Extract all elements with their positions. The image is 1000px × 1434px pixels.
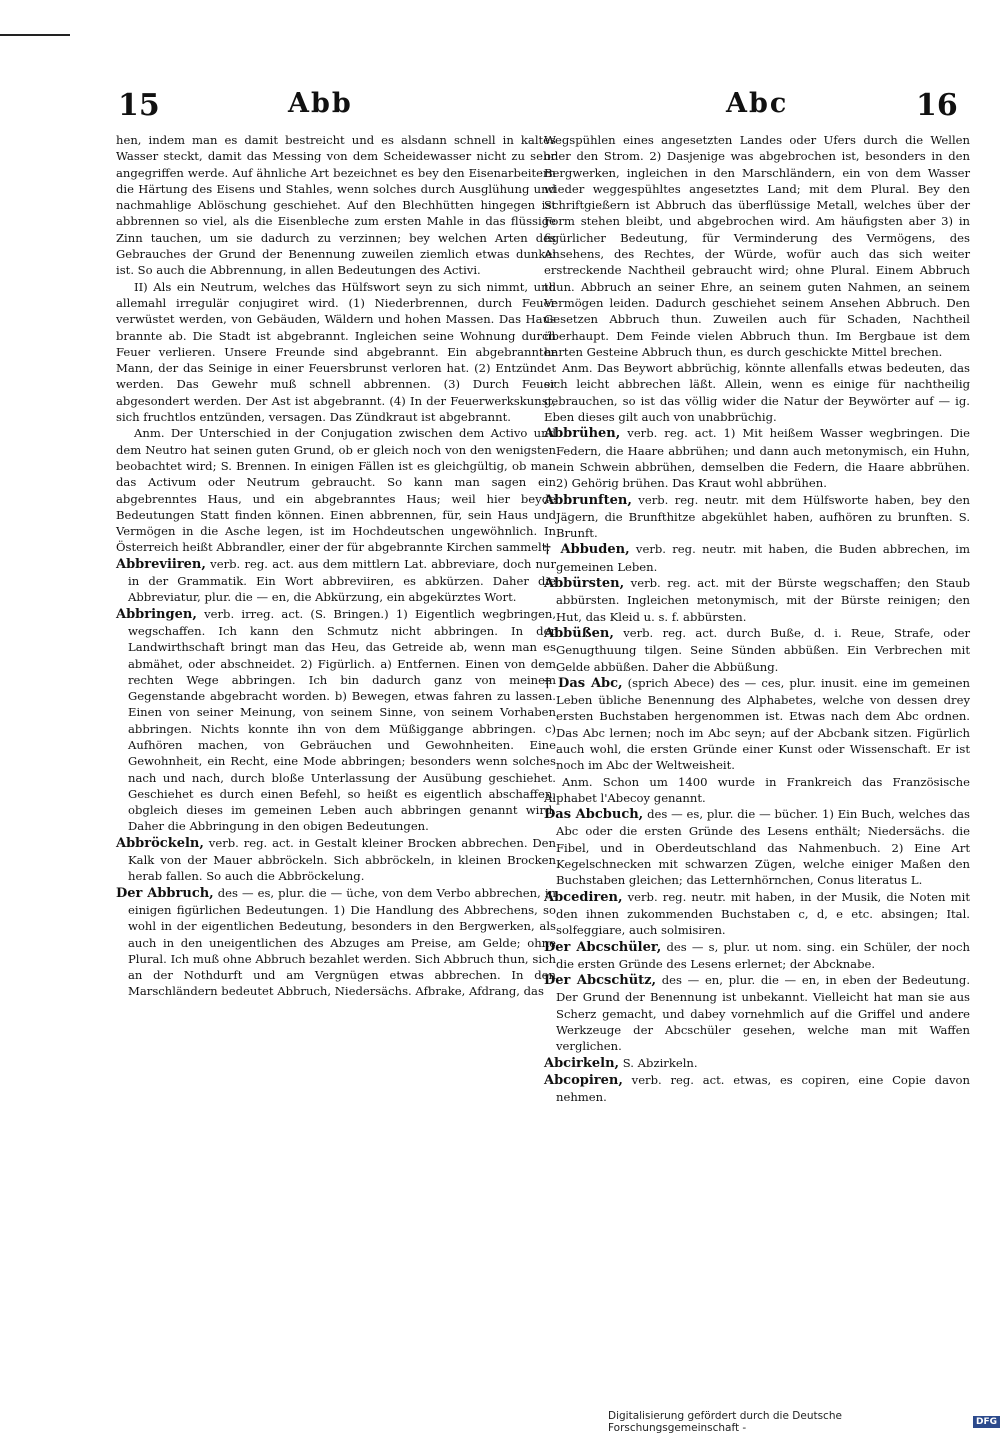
paragraph: hen, indem man es damit bestreicht und es alsdann schnell in kaltes Wasser steckt, damit das Messing von dem Scheidewasser nicht zu sehr angegriffen werde. Auf ähnliche Art bezeichnet es bey den Eisenarbeitern die Härtung des Eisens und Stahles, wenn solches durch Ausglühung und nachmahlige Ablöschung geschiehet. Auf den Blechhütten hingegen ist abbrennen so viel, als die Eisenbleche zum ersten Mahle in das flüssige Zinn tauchen, um sie dadurch zu verzinnen; bey welchen Arten des Gebrauches der Grund der Benennung zuweilen ziemlich etwas dunkel ist. So auch die Abbrennung, in allen Bedeutungen des Activi. <box>116 133 556 278</box>
dictionary-entry <box>544 806 970 888</box>
dictionary-entry <box>116 885 556 1000</box>
entry-lemma: Abbröckeln, <box>116 835 204 851</box>
dictionary-entry <box>544 972 970 1054</box>
entry-text: des — en, plur. die — en, in eben der Bedeutung. Der Grund der Benennung ist unbekannt. Vielleicht hat man sie aus Scherz gemacht, und dabey vornehmlich auf die Griffel und andere Werkzeuge der Abcschüler gesehen, welche man mit Waffen verglichen. <box>556 973 971 1054</box>
entry-text: verb. reg. act. etwas, es copiren, eine Copie davon nehmen. <box>556 1072 970 1105</box>
dictionary-entry <box>116 606 556 835</box>
dictionary-entry <box>544 939 970 973</box>
dictionary-entry <box>544 492 970 542</box>
entry-lemma: Abbüßen, <box>544 625 614 641</box>
entry-lemma: Das Abcbuch, <box>544 807 644 823</box>
entry-lemma: † Das Abc, <box>544 675 623 691</box>
dictionary-entry <box>116 835 556 885</box>
paragraph: Wegspühlen eines angesetzten Landes oder Ufers durch die Wellen oder den Strom. 2) Dasjenige was abgebrochen ist, besonders in den Bergwerken, ingleichen in den Marschländern, ein von dem Wasser wieder weggespühltes angesetztes Land; mit dem Plural. Bey den Schriftgießern ist Abbruch das überflüssige Metall, welches über der Form stehen bleibt, und abgebrochen wird. Am häufigsten aber 3) in figürlicher Bedeutung, für Verminderung des Vermögens, des Ansehens, des Rechtes, der Würde, wofür auch das sich weiter erstreckende Nachtheil gebraucht wird; ohne Plural. Einem Abbruch thun. Abbruch an seiner Ehre, an seinem guten Nahmen, an seinem Vermögen leiden. Dadurch geschiehet seinem Ansehen Abbruch. Den Gesetzen Abbruch thun. Zuweilen auch für Schaden, Nachtheil überhaupt. Dem Feinde vielen Abbruch thun. Im Bergbaue ist dem harten Gesteine Abbruch thun, es durch geschickte Mittel brechen. <box>544 133 970 359</box>
entry-text: verb. reg. neutr. mit haben, die Buden abbrechen, im gemeinen Leben. <box>556 542 970 574</box>
entry-text: verb. reg. act. 1) Mit heißem Wasser wegbringen. Die Federn, die Haare abbrühen; und dann auch metonymisch, ein Huhn, ein Schwein abbrühen, demselben die Federn, die Haare abbrühen. 2) Gehörig brühen. Das Kraut wohl abbrühen. <box>556 426 970 491</box>
scan-edge-rule <box>0 34 70 36</box>
entry-lemma: Abbürsten, <box>544 576 625 592</box>
dictionary-entry <box>544 425 970 491</box>
entry-text: (sprich Abece) des — ces, plur. inusit. eine im gemeinen Leben übliche Benennung des Alphabetes, welche von dessen drey ersten Buchstaben hergenommen ist. Etwas nach dem Abc ordnen. Das Abc lernen; noch im Abc seyn; auf der Abcbank sitzen. Figürlich auch wohl, die ersten Gründe einer Kunst oder Wissenschaft. Er ist noch im Abc der Weltweisheit. <box>556 675 971 773</box>
dictionary-entry <box>544 575 970 625</box>
entry-text: S. Abzirkeln. <box>622 1055 698 1070</box>
footer <box>608 1410 1000 1434</box>
entry-lemma: Der Abcschüler, <box>544 939 662 955</box>
footer-credit: Digitalisierung gefördert durch die Deutsche Forschungsgemeinschaft - <box>608 1410 842 1434</box>
entry-lemma: Abbringen, <box>116 606 197 622</box>
dictionary-entry <box>544 1072 970 1106</box>
indented-paragraph: II) Als ein Neutrum, welches das Hülfswort seyn zu sich nimmt, und allemahl irregulär conjugiret wird. (1) Niederbrennen, durch Feuer verwüstet werden, von Gebäuden, Wäldern und hohen Massen. Das Haus brannte ab. Die Stadt ist abgebrannt. Ingleichen seine Wohnung durch Feuer verlieren. Unsere Freunde sind abgebrannt. Ein abgebrannter Mann, der das Seinige in einer Feuersbrunst verloren hat. (2) Entzündet werden. Das Gewehr muß schnell abbrennen. (3) Durch Feuer abgesondert werden. Der Ast ist abgebrannt. (4) In der Feuerwerkskunst, sich fruchtlos entzünden, versagen. Das Zündkraut ist abgebrannt. <box>116 279 556 425</box>
left-column <box>116 132 556 1000</box>
entry-lemma: Der Abcschütz, <box>544 973 657 989</box>
dictionary-entry <box>116 556 556 606</box>
right-catchword: Abc <box>726 88 789 119</box>
entry-text: verb. reg. act. in Gestalt kleiner Brocken abbrechen. Den Kalk von der Mauer abbröckeln. Sich abbröckeln, in kleinen Brocken herab fallen. So auch die Abbröckelung. <box>128 835 557 884</box>
entry-text: des — es, plur. die — bücher. 1) Ein Buch, welches das Abc oder die ersten Gründe des Lesens enthält; Niedersächs. die Fibel, und in Oberdeutschland das Nahmenbuch. 2) Eine Art Kegelschnecken mit schwarzen Zügen, welche einiger Maßen den Buchstaben gleichen; das Letternhörnchen, Conus literatus L. <box>556 807 971 888</box>
right-column <box>544 132 970 1106</box>
entry-text: verb. reg. act. aus dem mittlern Lat. abbreviare, doch nur in der Grammatik. Ein Wort abbreviiren, es abkürzen. Daher die Abbreviatur, plur. die — en, die Abkürzung, ein abgekürztes Wort. <box>128 556 556 605</box>
entry-text: verb. reg. act. mit der Bürste wegschaffen; den Staub abbürsten. Ingleichen metonymisch, mit der Bürste reinigen; den Hut, das Kleid u. s. f. abbürsten. <box>556 576 971 624</box>
dfg-logo: DFG <box>973 1416 1000 1428</box>
entry-lemma: † Abbuden, <box>544 542 630 558</box>
entry-text: verb. reg. neutr. mit dem Hülfsworte haben, bey den Jägern, die Brunfthitze abgekühlet haben, aufhören zu brunften. S. Brunft. <box>556 492 970 541</box>
entry-text: verb. reg. act. durch Buße, d. i. Reue, Strafe, oder Genugthuung tilgen. Seine Sünden abbüßen. Ein Verbrechen mit Gelde abbüßen. Daher die Abbüßung. <box>556 625 970 674</box>
dictionary-entry <box>544 625 970 675</box>
entry-lemma: Abcopiren, <box>544 1072 623 1088</box>
left-page-number: 15 <box>118 88 160 123</box>
indented-paragraph: Anm. Der Unterschied in der Conjugation zwischen dem Activo und dem Neutro hat seinen guten Grund, ob er gleich noch von den wenigsten beobachtet wird; S. Brennen. In einigen Fällen ist es gleichgültig, ob man das Activum oder Neutrum gebraucht. So kann man sagen ein abgebrenntes Haus, und ein abgebranntes Haus; weil hier beyde Bedeutungen Statt finden können. Einen abbrennen, für, sein Haus und Vermögen in die Asche legen, ist im Hochdeutschen ungewöhnlich. In Österreich heißt Abbrandler, einer der für abgebrannte Kirchen sammelt. <box>116 426 556 555</box>
dictionary-entry <box>544 675 970 774</box>
dictionary-entry <box>544 889 970 939</box>
entry-lemma: Abbreviiren, <box>116 556 206 572</box>
entry-text: verb. irreg. act. (S. Bringen.) 1) Eigentlich wegbringen, wegschaffen. Ich kann den Schmutz nicht abbringen. In der Landwirthschaft bringt man das Heu, das Getreide ab, wenn man es abmähet, oder abschneidet. 2) Figürlich. a) Entfernen. Einen von dem rechten Wege abbringen. Ich bin dadurch ganz von meinem Gegenstande abgebracht worden. b) Bewegen, etwas fahren zu lassen. Einen von seiner Meinung, von seinem Sinne, von seinem Vorhaben abbringen. Nichts konnte ihn von dem Müßiggange abbringen. c) Aufhören machen, von Gebräuchen und Gewohnheiten. Eine Gewohnheit, ein Recht, eine Mode abbringen; besonders wenn solches nach und nach, durch bloße Unterlassung der Ausübung geschiehet. Geschiehet es durch einen Befehl, so heißt es eigentlich abschaffen, obgleich dieses im gemeinen Leben auch abbringen genannt wird. Daher die Abbringung in den obigen Bedeutungen. <box>128 606 557 834</box>
entry-lemma: Der Abbruch, <box>116 885 214 901</box>
left-catchword: Abb <box>288 88 353 119</box>
entry-text: des — es, plur. die — üche, von dem Verbo abbrechen, in einigen figürlichen Bedeutungen. 1) Die Handlung des Abbrechens, so wohl in der eigentlichen Bedeutung, besonders in den Bergwerken, als auch in den uneigentlichen des Abzuges am Preise, am Gelde; ohne Plural. Ich muß ohne Abbruch bezahlet werden. Sich Abbruch thun, sich an der Nothdurft und am Vergnügen etwas abbrechen. In den Marschländern bedeutet Abbruch, Niedersächs. Afbrake, Afdrang, das <box>128 885 556 999</box>
entry-lemma: Abbrunften, <box>544 492 632 508</box>
dictionary-entry <box>544 1055 970 1072</box>
entry-lemma: Abbrühen, <box>544 426 621 442</box>
entry-lemma: Abcirkeln, <box>544 1055 620 1071</box>
entry-text: verb. reg. neutr. mit haben, in der Musik, die Noten mit den ihnen zukommenden Buchstaben c, d, e etc. absingen; Ital. solfeggiare, auch solmisiren. <box>556 889 970 938</box>
indented-paragraph: Anm. Das Beywort abbrüchig, könnte allenfalls etwas bedeuten, das sich leicht abbrechen läßt. Allein, wenn es einige für nachtheilig gebrauchen, so ist das völlig wider die Natur der Beywörter auf — ig. Eben dieses gilt auch von unabbrüchig. <box>544 361 970 425</box>
entry-lemma: Abcediren, <box>544 889 623 905</box>
right-page-number: 16 <box>916 88 958 123</box>
entry-text: des — s, plur. ut nom. sing. ein Schüler, der noch die ersten Gründe des Lesens erlernet; der Abcknabe. <box>556 939 970 971</box>
indented-paragraph: Anm. Schon um 1400 wurde in Frankreich das Französische Alphabet l'Abecoy genannt. <box>544 774 970 805</box>
dictionary-entry <box>544 541 970 575</box>
